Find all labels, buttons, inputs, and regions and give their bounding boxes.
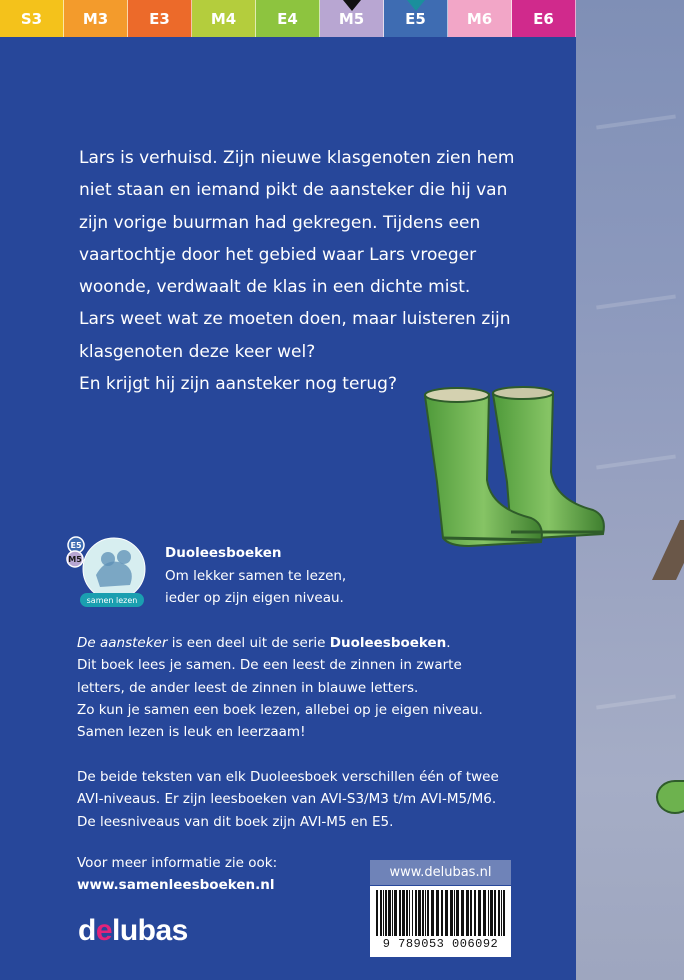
more-info [77, 852, 357, 897]
duoleesboeken-badge [66, 535, 148, 610]
badge-level-m5: M5 [68, 555, 82, 564]
more-info-label: Voor meer informatie zie ook: [77, 855, 278, 871]
level-marker-icon [343, 0, 361, 11]
blurb-line: Lars weet wat ze moeten doen, maar luisteren zijn [79, 309, 511, 330]
level-label: M3 [82, 9, 109, 28]
rubber-boots-illustration [415, 382, 610, 550]
level-s3 [0, 0, 64, 37]
badge-level-e5: E5 [70, 541, 82, 550]
level-label: E6 [533, 9, 554, 28]
book-title: De aansteker [77, 635, 168, 651]
blurb-line: Lars is verhuisd. Zijn nieuwe klasgenoten zien hem [79, 148, 515, 168]
series-title: Duoleesboeken [165, 545, 282, 561]
level-e4 [256, 0, 320, 37]
series-intro-line [77, 632, 547, 654]
level-m5 [320, 0, 384, 37]
samenleesboeken-link[interactable]: www.samenleesboeken.nl [77, 877, 275, 894]
avi-line: De leesniveaus van dit boek zijn AVI-M5 en E5. [77, 813, 394, 830]
back-cover-blurb [79, 142, 539, 400]
level-marker-icon [407, 0, 425, 11]
level-label: E3 [149, 9, 170, 28]
series-line: Samen lezen is leuk en leerzaam! [77, 724, 306, 741]
series-line: Zo kun je samen een boek lezen, allebei op je eigen niveau. [77, 701, 483, 718]
series-description [77, 632, 547, 743]
level-m4 [192, 0, 256, 37]
level-e6 [512, 0, 576, 37]
blurb-line: woonde, verdwaalt de klas in een dichte mist. [79, 277, 471, 298]
blurb-line: zijn vorige buurman had gekregen. Tijdens een [79, 212, 481, 233]
level-label: S3 [20, 9, 43, 28]
avi-line: AVI-niveaus. Er zijn leesboeken van AVI-S3/M3 t/m AVI-M5/M6. [77, 791, 497, 808]
series-line: Dit boek lees je samen. De een leest de zinnen in zwarte [77, 657, 462, 674]
level-label: E4 [277, 9, 298, 28]
blurb-line: En krijgt hij zijn aansteker nog terug? [79, 374, 397, 395]
series-tagline [165, 566, 405, 609]
series-line: letters, de ander leest de zinnen in blauwe letters. [77, 679, 419, 696]
level-label: E5 [405, 9, 426, 28]
blurb-line: vaartochtje door het gebied waar Lars vroeger [79, 244, 477, 265]
level-e3 [128, 0, 192, 37]
series-intro-mid: is een deel uit de serie [167, 635, 330, 651]
level-e5 [384, 0, 448, 37]
level-label: M5 [338, 9, 365, 28]
publisher-logo: delubas [78, 914, 188, 947]
blurb-line: niet staan en iemand pikt de aansteker die hij van [79, 180, 508, 201]
level-label: M6 [466, 9, 493, 28]
series-intro-end: . [446, 635, 451, 651]
avi-line: De beide teksten van elk Duoleesboek verschillen één of twee [77, 769, 499, 785]
level-label: M4 [210, 9, 237, 28]
avi-info [77, 766, 547, 833]
level-m3 [64, 0, 128, 37]
series-name: Duoleesboeken [329, 635, 447, 651]
badge-ribbon-text: samen lezen [86, 596, 138, 605]
blurb-line: klasgenoten deze keer wel? [79, 341, 316, 362]
publisher-url[interactable]: www.delubas.nl [370, 860, 511, 885]
tagline-line: Om lekker samen te lezen, [165, 568, 347, 584]
boat-illustration [652, 520, 684, 580]
level-m6 [448, 0, 512, 37]
tagline-line: ieder op zijn eigen niveau. [165, 589, 344, 606]
avi-level-bar [0, 0, 576, 37]
boot-illustration-partial [656, 780, 684, 814]
isbn-number: 9 789053 006092 [382, 937, 499, 951]
